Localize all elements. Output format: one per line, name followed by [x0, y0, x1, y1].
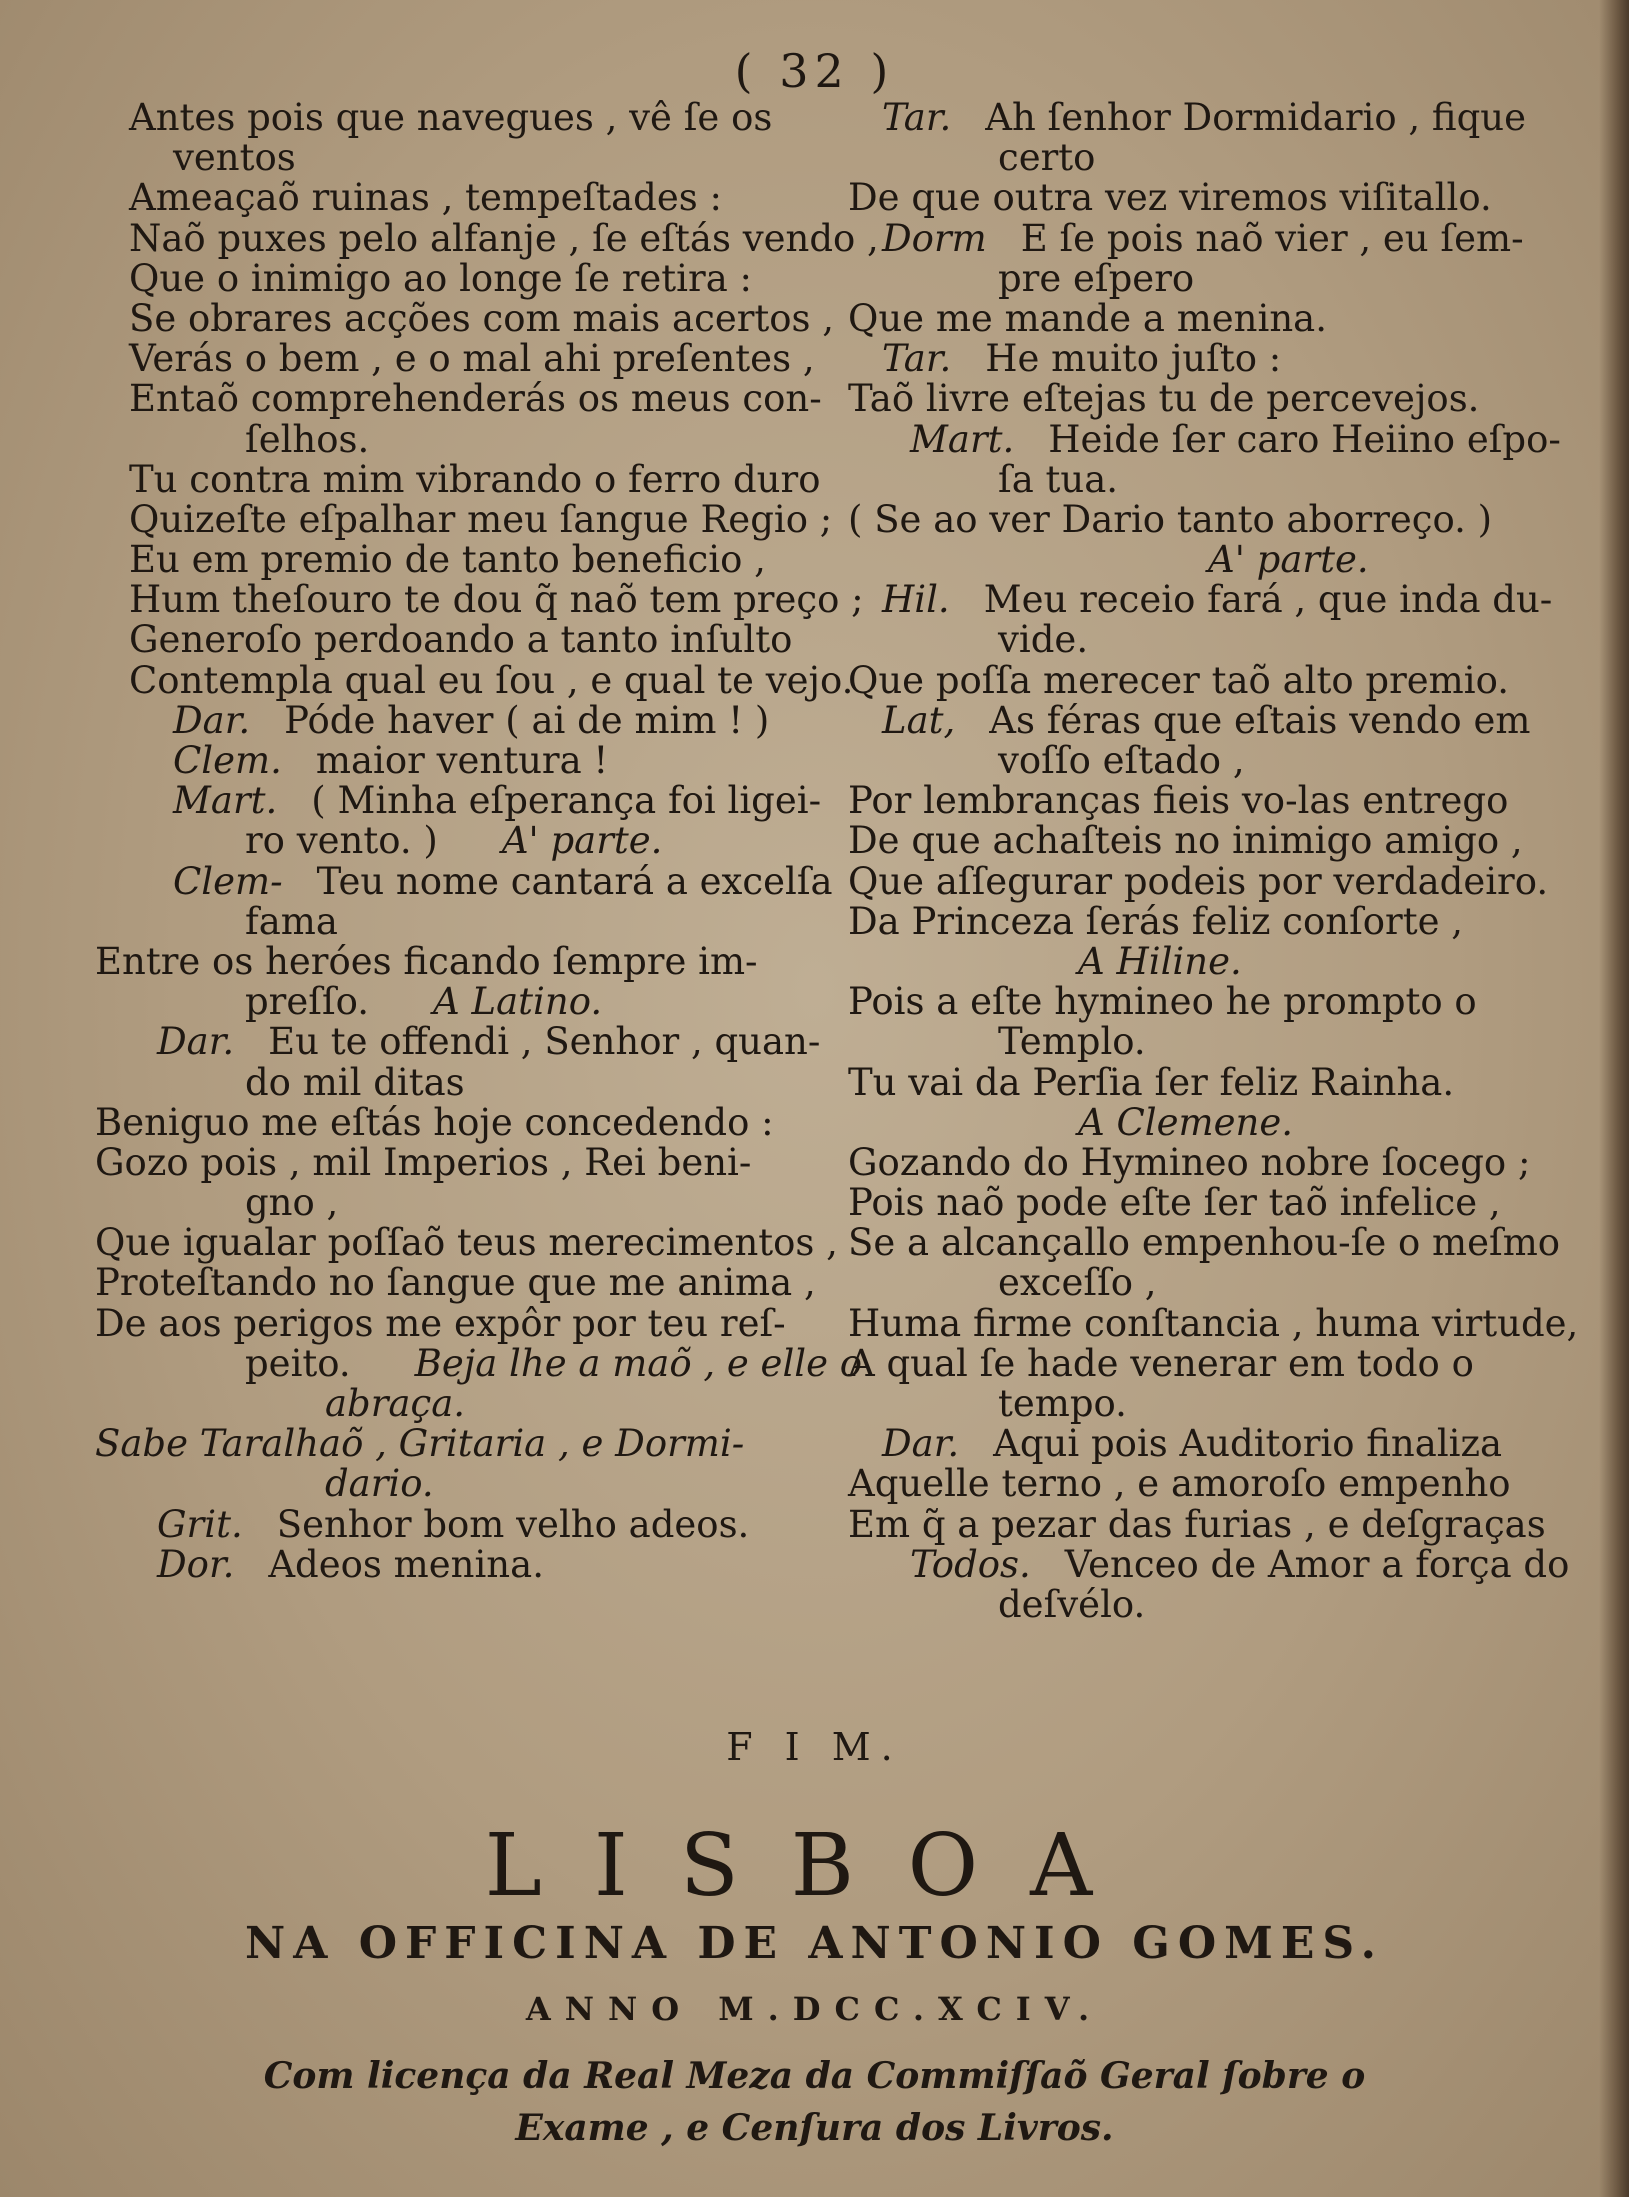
- text-line: [848, 698, 1568, 742]
- verse-text: vide.: [998, 618, 1089, 662]
- text-line: [848, 540, 1568, 580]
- text-line: [95, 1424, 835, 1464]
- verse-text: Pois a eſte hymineo he prompto o: [848, 980, 1477, 1024]
- verse-text: Por lembranças fieis vo-las entrego: [848, 779, 1509, 823]
- verse-text: ( Se ao ver Dario tanto aborreço. ): [848, 497, 1493, 541]
- text-line: [95, 741, 835, 781]
- text-line: [95, 417, 835, 461]
- verse-text: pre eſpero: [998, 256, 1195, 300]
- text-line: [95, 1384, 835, 1424]
- text-line: [95, 1542, 835, 1586]
- text-line: [848, 1424, 1568, 1464]
- speaker-name: Grit.: [157, 1502, 243, 1546]
- verse-text: Entaõ comprehenderás os meus con-: [129, 377, 822, 421]
- text-line: [95, 698, 835, 742]
- speaker-name: Dar.: [157, 1020, 235, 1064]
- text-line: [95, 256, 835, 300]
- left-text-column: [95, 96, 879, 1586]
- verse-text: Generoſo perdoando a tanto inſulto: [129, 618, 793, 662]
- text-line: [95, 939, 835, 983]
- text-line: [95, 658, 854, 702]
- verse-text: Beniguo me eſtás hoje concedendo :: [95, 1100, 774, 1144]
- verse-text: maior ventura !: [315, 739, 609, 782]
- speaker-name: Todos.: [910, 1542, 1031, 1586]
- text-line: [848, 178, 1568, 218]
- text-line: [95, 216, 879, 260]
- stage-direction: A' parte.: [501, 819, 663, 863]
- imprint-licence: [0, 2050, 1629, 2154]
- verse-text: Heide ſer caro Heiino eſpo-: [1048, 417, 1561, 461]
- text-line: [848, 1183, 1568, 1223]
- text-line: [848, 982, 1568, 1022]
- verse-text: Que o inimigo ao longe ſe retira :: [129, 256, 752, 300]
- text-line: [848, 781, 1568, 821]
- text-line: [95, 296, 835, 340]
- verse-text: Venceo de Amor a força do: [1064, 1542, 1570, 1586]
- text-line: [95, 899, 835, 943]
- verse-text: A qual ſe hade venerar em todo o: [848, 1341, 1474, 1385]
- verse-text: voſſo eſtado ,: [998, 739, 1245, 782]
- speaker-name: Dorm: [882, 216, 987, 260]
- page-number: ( 32 ): [734, 44, 895, 98]
- verse-text: ventos: [173, 136, 296, 180]
- verse-text: Senhor bom velho adeos.: [276, 1502, 750, 1546]
- speaker-name: Clem.: [173, 739, 282, 782]
- text-line: [848, 741, 1568, 781]
- speaker-name: Hil.: [882, 578, 950, 622]
- text-line: [95, 178, 835, 218]
- verse-text: Eu te offendi , Senhor , quan-: [268, 1020, 821, 1064]
- text-line: [848, 620, 1568, 660]
- verse-text: Meu receio fará , que inda du-: [983, 578, 1553, 622]
- text-line: [95, 859, 835, 903]
- verse-text: do mil ditas: [245, 1060, 465, 1104]
- text-line: [848, 939, 1568, 983]
- verse-text: fama: [245, 899, 338, 943]
- verse-text: Que igualar poſſaõ teus merecimentos ,: [95, 1221, 838, 1265]
- verse-text: Proteſtando no ſangue que me anima ,: [95, 1261, 816, 1305]
- text-line: [95, 1341, 863, 1385]
- verse-text: tempo.: [998, 1382, 1127, 1425]
- text-line: [848, 256, 1568, 300]
- verse-text: E ſe pois naõ vier , eu ſem-: [1020, 216, 1524, 260]
- text-line: [95, 1221, 838, 1265]
- verse-text: exceſſo ,: [998, 1261, 1157, 1305]
- verse-text: Póde haver ( ai de mim ! ): [284, 698, 770, 742]
- verse-text: Se obrares acções com mais acertos ,: [129, 296, 835, 340]
- text-line: [848, 1384, 1568, 1424]
- verse-text: As féras que eſtais vendo em: [989, 698, 1531, 742]
- text-line: [95, 982, 835, 1022]
- text-line: [848, 138, 1568, 178]
- speaker-name: Tar.: [882, 337, 952, 381]
- verse-text: Entre os heróes ficando ſempre im-: [95, 939, 758, 983]
- verse-text: ( Minha eſperança foi ligei-: [311, 779, 822, 823]
- text-line: [848, 1542, 1570, 1586]
- speaker-name: Clem-: [173, 859, 283, 903]
- text-line: [95, 1022, 835, 1062]
- end-marker: F I M.: [726, 1725, 903, 1769]
- text-line: [848, 417, 1568, 461]
- text-line: [848, 1341, 1568, 1385]
- verse-text: Templo.: [998, 1020, 1146, 1064]
- text-line: [95, 138, 835, 178]
- text-line: [95, 1263, 835, 1303]
- verse-text: Ameaçaõ ruinas , tempeſtades :: [129, 176, 722, 220]
- stage-direction: abraça.: [325, 1382, 466, 1425]
- text-line: [848, 379, 1568, 419]
- text-line: [848, 1464, 1568, 1504]
- text-line: [95, 540, 835, 580]
- speaker-name: Dar.: [882, 1422, 960, 1466]
- text-line: [95, 1060, 835, 1104]
- text-line: [848, 216, 1568, 260]
- imprint-year: ANNO M.DCC.XCIV.: [525, 1990, 1104, 2028]
- verse-text: certo: [998, 136, 1096, 180]
- text-line: [95, 1140, 835, 1184]
- verse-text: Gozo pois , mil Imperios , Rei beni-: [95, 1140, 752, 1184]
- text-line: [95, 1464, 835, 1504]
- verse-text: Contempla qual eu ſou , e qual te vejo.: [129, 658, 854, 702]
- text-line: [848, 821, 1568, 861]
- speaker-name: Mart.: [910, 417, 1015, 461]
- verse-text: ſelhos.: [245, 417, 370, 461]
- verse-text: Taõ livre eſtejas tu de percevejos.: [848, 377, 1480, 421]
- text-line: [848, 98, 1568, 138]
- text-line: [848, 859, 1568, 903]
- text-line: [95, 620, 835, 660]
- speaker-name: Lat,: [882, 698, 956, 742]
- text-line: [95, 339, 835, 379]
- verse-text: Que poſſa merecer taõ alto premio.: [848, 658, 1509, 702]
- verse-text: De que achaſteis no inimigo amigo ,: [848, 819, 1523, 863]
- imprint-city: LISBOA: [484, 1816, 1145, 1916]
- verse-text: Naõ puxes pelo alfanje , ſe eſtás vendo ,: [129, 216, 879, 260]
- text-line: [848, 1301, 1579, 1345]
- stage-direction: Sabe Taralhaõ , Gritaria , e Dormi-: [95, 1422, 745, 1466]
- verse-text: ro vento. ): [245, 819, 438, 863]
- verse-text: Em q̃ a pezar das furias , e deſgraças: [848, 1502, 1546, 1546]
- stage-direction: Beja lhe a maõ , e elle o: [414, 1341, 863, 1385]
- verse-text: Pois naõ pode eſte ſer taõ infelice ,: [848, 1181, 1501, 1225]
- text-line: [95, 457, 835, 501]
- verse-text: Huma firme conſtancia , huma virtude,: [848, 1301, 1579, 1345]
- stage-direction: dario.: [325, 1462, 434, 1506]
- verse-text: Hum theſouro te dou q̃ naõ tem preço ;: [129, 578, 864, 622]
- imprint-press: NA OFFICINA DE ANTONIO GOMES.: [245, 1918, 1384, 1969]
- verse-text: Quizeſte eſpalhar meu ſangue Regio ;: [129, 497, 833, 541]
- verse-text: Aqui pois Auditorio finaliza: [993, 1422, 1503, 1466]
- verse-text: Antes pois que navegues , vê ſe os: [129, 96, 773, 139]
- speaker-name: Tar.: [882, 96, 952, 139]
- text-line: [95, 821, 835, 861]
- text-line: [848, 1022, 1568, 1062]
- speaker-name: Dar.: [173, 698, 251, 742]
- text-line: [848, 497, 1568, 541]
- text-line: [95, 98, 835, 138]
- text-line: [95, 379, 835, 419]
- stage-direction: A Hiline.: [1078, 939, 1242, 983]
- verse-text: Ah ſenhor Dormidario , fique: [985, 96, 1526, 139]
- verse-text: Que me mande a menina.: [848, 296, 1327, 340]
- text-line: [848, 1060, 1568, 1104]
- text-line: [95, 1100, 835, 1144]
- text-line: [848, 580, 1568, 620]
- text-line: [848, 658, 1568, 702]
- verse-text: Aquelle terno , e amoroſo empenho: [848, 1462, 1511, 1506]
- verse-text: Da Princeza ſerás feliz conſorte ,: [848, 899, 1464, 943]
- text-line: [848, 1100, 1568, 1144]
- text-line: [848, 1502, 1568, 1546]
- text-line: [848, 339, 1568, 379]
- licence-line-2: Exame , e Cenſura dos Livros.: [515, 2107, 1114, 2149]
- verse-text: Que aſſegurar podeis por verdadeiro.: [848, 859, 1549, 903]
- verse-text: Teu nome cantará a excelſa: [316, 859, 833, 903]
- verse-text: Se a alcançallo empenhou-ſe o meſmo: [848, 1221, 1561, 1265]
- verse-text: De que outra vez viremos viſitallo.: [848, 176, 1492, 220]
- verse-text: deſvélo.: [998, 1582, 1146, 1626]
- verse-text: De aos perigos me expôr por teu reſ-: [95, 1301, 786, 1345]
- speaker-name: Dor.: [157, 1542, 235, 1586]
- verse-text: Verás o bem , e o mal ahi preſentes ,: [129, 337, 815, 381]
- verse-text: gno ,: [245, 1181, 339, 1225]
- text-line: [848, 457, 1568, 501]
- text-line: [848, 1140, 1568, 1184]
- verse-text: Eu em premio de tanto beneficio ,: [129, 538, 766, 582]
- text-line: [95, 497, 835, 541]
- verse-text: Tu vai da Perſia ſer feliz Rainha.: [848, 1060, 1455, 1104]
- text-line: [848, 296, 1568, 340]
- text-line: [95, 1183, 835, 1223]
- stage-direction: A Latino.: [433, 980, 603, 1024]
- verse-text: Adeos menina.: [268, 1542, 544, 1586]
- verse-text: preſſo.: [245, 980, 370, 1024]
- verse-text: He muito juſto :: [985, 337, 1282, 381]
- right-text-column: [848, 96, 1579, 1626]
- text-line: [95, 578, 864, 622]
- stage-direction: A Clemene.: [1078, 1100, 1293, 1144]
- text-line: [848, 899, 1568, 943]
- speaker-name: Mart.: [173, 779, 278, 823]
- verse-text: Tu contra mim vibrando o ferro duro: [129, 457, 821, 501]
- text-line: [95, 1301, 835, 1345]
- licence-line-1: Com licença da Real Meza da Commiſſaõ Geral ſobre o: [263, 2055, 1366, 2097]
- verse-text: peito.: [245, 1341, 351, 1385]
- verse-text: Gozando do Hymineo nobre ſocego ;: [848, 1140, 1531, 1184]
- text-line: [848, 1582, 1568, 1626]
- text-line: [95, 1502, 835, 1546]
- stage-direction: A' parte.: [1208, 538, 1369, 582]
- verse-text: ſa tua.: [998, 457, 1119, 501]
- text-line: [848, 1223, 1568, 1263]
- text-line: [95, 781, 835, 821]
- text-line: [848, 1263, 1568, 1303]
